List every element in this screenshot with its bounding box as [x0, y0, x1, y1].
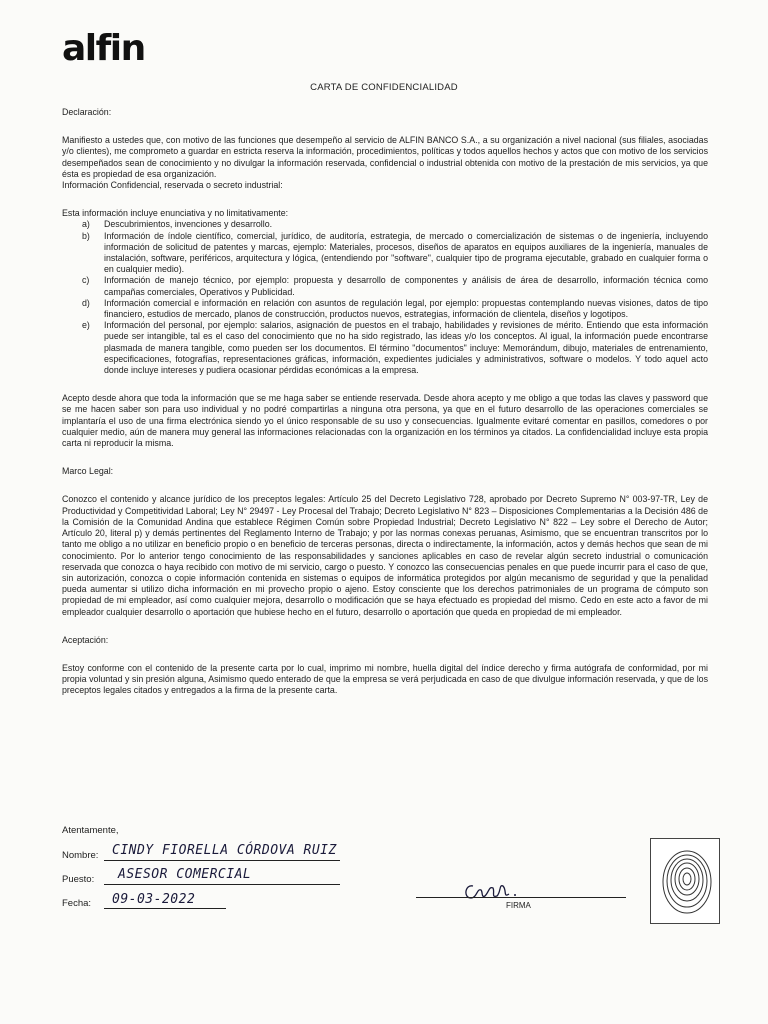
list-letter: d)	[82, 297, 90, 308]
list-item	[62, 275, 708, 297]
list-text: Descubrimientos, invenciones y desarrollo.	[104, 219, 273, 230]
info-intro: Esta información incluye enunciativa y no limitativamente:	[62, 208, 289, 219]
date-label: Fecha:	[62, 898, 92, 909]
firma-line	[416, 897, 626, 898]
position-line	[104, 884, 340, 885]
list-letter: c)	[82, 275, 90, 286]
section-heading-aceptacion: Aceptación:	[62, 634, 109, 645]
list-text: Información de manejo técnico, por ejemplo: propuesta y desarrollo de componentes y análisis de área de desarrollo, información técnica como campañas comerciales, Operativos y Publicidad.	[104, 275, 708, 297]
name-value: CINDY FIORELLA CÓRDOVA RUIZ	[112, 843, 337, 858]
list-text: Información de índole científico, comercial, jurídico, de auditoría, estrategia, de mercado o comercialización de sistemas o de ingeniería, incluyendo información de solicitud de patentes y marcas, ejemplo: Materiales, procesos, diseños de aparatos en equipos auxiliares de la ingeniería, manuales de instalación, software, periféricos, arquitectura y lógica, (entendiendo por "software", cualquier tipo de programa ejecutable, grabado en cualquier forma o en cualquier medio).	[104, 230, 708, 275]
name-line	[104, 860, 340, 861]
list-text: Información comercial e información en relación con asuntos de regulación legal, por ejemplo: propuestas contemplando nuevas visiones, datos de tipo financiero, estudios de mercado, planos de construcción, productos nuevos, estrategias, información de clientela, diseños y logotipos.	[104, 297, 708, 320]
acepto-paragraph: Acepto desde ahora que toda la información que se me haga saber se entiende reservada. Desde ahora acepto y me obligo a que todas las claves y password que se me hacen saber son para uso individual y no podré compartirlas a ninguna otra persona, ya que en el futuro desarrollo de las operaciones comerciales se implantaría el uso de una firma electrónica siendo yo el único responsable de su uso y consecuencias. Igualmente evitaré comentar en pasillos, comedores o por cualquier medio, aún de manera muy general las informaciones relacionadas con la organización en los términos ya citados. La confidencialidad incluye esta propia carta ni reproducir la misma.	[62, 393, 708, 449]
date-line	[104, 908, 226, 909]
list-letter: a)	[82, 219, 90, 230]
document-body	[62, 107, 708, 697]
firma-label: FIRMA	[506, 901, 531, 910]
info-list	[62, 219, 708, 376]
list-item	[62, 298, 708, 320]
list-text: Información del personal, por ejemplo: salarios, asignación de puestos en el trabajo, habilidades y revisiones de mérito. Entiendo que esta información puede ser intangible, tal es el caso del conocimiento que no ha sido registrado, las ideas y/o los conceptos. Al igual, la información puede encontrarse plasmada de manera tangible, como pueden ser los documentos. El término "documentos" incluye: Memorándum, dibujo, materiales de entrenamiento, especificaciones, fotografías, representaciones gráficas, información, expedientes judiciales y administrativos, software o modelos. Y todo aquel acto donde incluye intereses y pudiera ocasionar pérdidas económicas a la empresa.	[104, 320, 708, 376]
list-item	[62, 231, 708, 276]
date-value: 09-03-2022	[112, 892, 196, 907]
list-letter: b)	[82, 230, 90, 241]
fingerprint-icon	[651, 839, 719, 923]
section-heading-marco: Marco Legal:	[62, 466, 114, 477]
marco-paragraph: Conozco el contenido y alcance jurídico de los preceptos legales: Artículo 25 del Decreto Legislativo 728, aprobado por Decreto Supremo N° 003-97-TR, Ley de Productividad y Competitividad Laboral; Ley N° 29497 - Ley Procesal del Trabajo; Decreto Legislativo N° 823 – Disposiciones Complementarias a la Decisión 486 de la Comisión de la Comunidad Andina que establece Régimen Común sobre Propiedad Industrial; Decreto Legislativo N° 822 – Ley sobre el Derecho de Autor; Artículo 20, literal p) y demás pertinentes del Reglamento Interno de Trabajo; y por las normas conexas peruanas, Asimismo, que se encuentran transcritos por lo tanto me obligo a no utilizar en beneficio propio o en beneficio de terceras personas, directa o indirectamente, la información, actos y demás hechos que sean de mi conocimiento. Por lo anterior tengo conocimiento de las responsabilidades y sanciones aplicables en caso de revelar algún secreto industrial o comunicación reservada que conozca o haya recibido con motivo de mi servicio, cargo o puesto. Y conozco las consecuencias penales en que puede incurrir para el caso de que, sin autorización, conozca o copie información contenida en sistemas o equipos de informática protegidos por algún mecanismo de seguridad y que la penalidad pueda aumentar si utilizo dicha información en mi provecho propio o ajeno. Estoy consciente que los derechos patrimoniales de un programa de cómputo son propiedad de mi empleador, así como cualquier mejora, desarrollo o modificación que se haya efectuado es propiedad del mismo. Cedo en este acto a favor de mi empleador cualquier desarrollo o aportación que hubiese hecho en el futuro, desarrollo o aportación que queda en propiedad de mi empleador.	[62, 494, 708, 617]
document-title: CARTA DE CONFIDENCIALIDAD	[310, 82, 458, 93]
list-letter: e)	[82, 320, 90, 331]
position-value: ASESOR COMERCIAL	[118, 867, 252, 882]
alfin-logo: alfin	[62, 28, 145, 69]
section-heading-declaracion: Declaración:	[62, 107, 112, 117]
handwritten-signature	[455, 878, 535, 902]
closing-text: Atentamente,	[62, 825, 119, 836]
list-item	[62, 320, 708, 376]
aceptacion-paragraph: Estoy conforme con el contenido de la presente carta por lo cual, imprimo mi nombre, huella digital del índice derecho y firma autógrafa de conformidad, por mi propia voluntad y sin presión alguna, Asimismo quedo enterado de que la empresa se verá perjudicada en caso de que divulgue información reservada, y que de los preceptos legales citados y entregados a la firma de la presente carta.	[62, 662, 708, 696]
name-label: Nombre:	[62, 850, 99, 861]
fingerprint-box	[650, 838, 720, 924]
info-subheading: Información Confidencial, reservada o secreto industrial:	[62, 180, 283, 191]
list-item	[62, 219, 708, 230]
position-label: Puesto:	[62, 874, 95, 885]
declaracion-paragraph: Manifiesto a ustedes que, con motivo de las funciones que desempeño al servicio de ALFIN BANCO S.A., a su organización a nivel nacional (sus filiales, asociadas y/o clientes), me comprometo a guardar en estricta reserva la información, procedimientos, políticas y todos aquellos hechos y actos que con motivo de los servicios desempeñados sean de conocimiento y no divulgar la información reservada, confidencial o industrial obtenida con motivo de la prestación de mis servicios, ya que ésta es propiedad de esa organización.	[62, 135, 708, 179]
